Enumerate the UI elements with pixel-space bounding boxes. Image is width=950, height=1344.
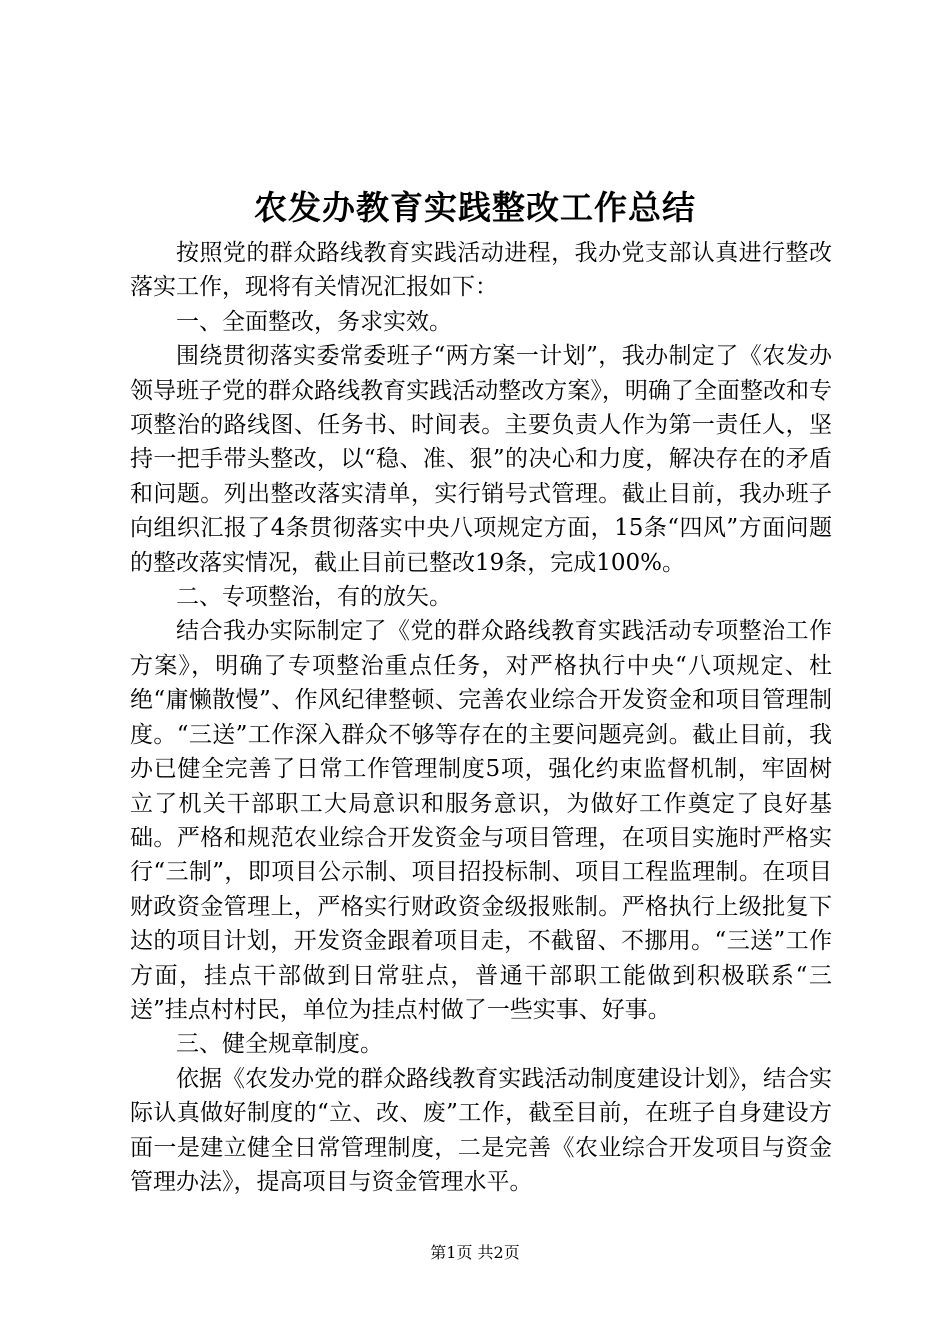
paragraph-section-1: 围绕贯彻落实委常委班子“两方案一计划”，我办制定了《农发办领导班子党的群众路线教育实践活动整改方案》，明确了全面整改和专项整治的路线图、任务书、时间表。主要负责人作为第一责任人，坚持一把手带头整改，以“稳、准、狠”的决心和力度，解决存在的矛盾和问题。列出整改落实清单，实行销号式管理。截止目前，我办班子向组织汇报了4条贯彻落实中央八项规定方面，15条“四风”方面问题的整改落实情况，截止目前已整改19条，完成100%。 (130, 343, 832, 576)
paragraph-section-2: 结合我办实际制定了《党的群众路线教育实践活动专项整治工作方案》，明确了专项整治重点任务，对严格执行中央“八项规定、杜绝“庸懒散慢”、作风纪律整顿、完善农业综合开发资金和项目管理制度。“三送”工作深入群众不够等存在的主要问题亮剑。截止目前，我办已健全完善了日常工作管理制度5项，强化约束监督机制，牢固树立了机关干部职工大局意识和服务意识，为做好工作奠定了良好基础。严格和规范农业综合开发资金与项目管理，在项目实施时严格实行“三制”，即项目公示制、项目招投标制、项目工程监理制。在项目财政资金管理上，严格实行财政资金级报账制。严格执行上级批复下达的项目计划，开发资金跟着项目走，不截留、不挪用。“三送”工作方面，挂点干部做到日常驻点，普通干部职工能做到积极联系“三送”挂点村村民，单位为挂点村做了一些实事、好事。 (130, 618, 832, 1023)
section-heading-1: 一、全面整改，务求实效。 (176, 308, 452, 335)
section-heading-3: 三、健全规章制度。 (176, 1031, 383, 1058)
paragraph-intro: 按照党的群众路线教育实践活动进程，我办党支部认真进行整改落实工作，现将有关情况汇报如下： (130, 240, 832, 301)
paragraph-section-3: 依据《农发办党的群众路线教育实践活动制度建设计划》，结合实际认真做好制度的“立、改、废”工作，截至目前，在班子自身建设方面一是建立健全日常管理制度，二是完善《农业综合开发项目与资金管理办法》，提高项目与资金管理水平。 (130, 1065, 832, 1195)
section-heading-2: 二、专项整治，有的放矢。 (176, 584, 452, 611)
document-body (130, 236, 832, 1199)
document-title: 农发办教育实践整改工作总结 (254, 188, 696, 227)
page-number-footer: 第1页 共2页 (430, 1243, 520, 1262)
